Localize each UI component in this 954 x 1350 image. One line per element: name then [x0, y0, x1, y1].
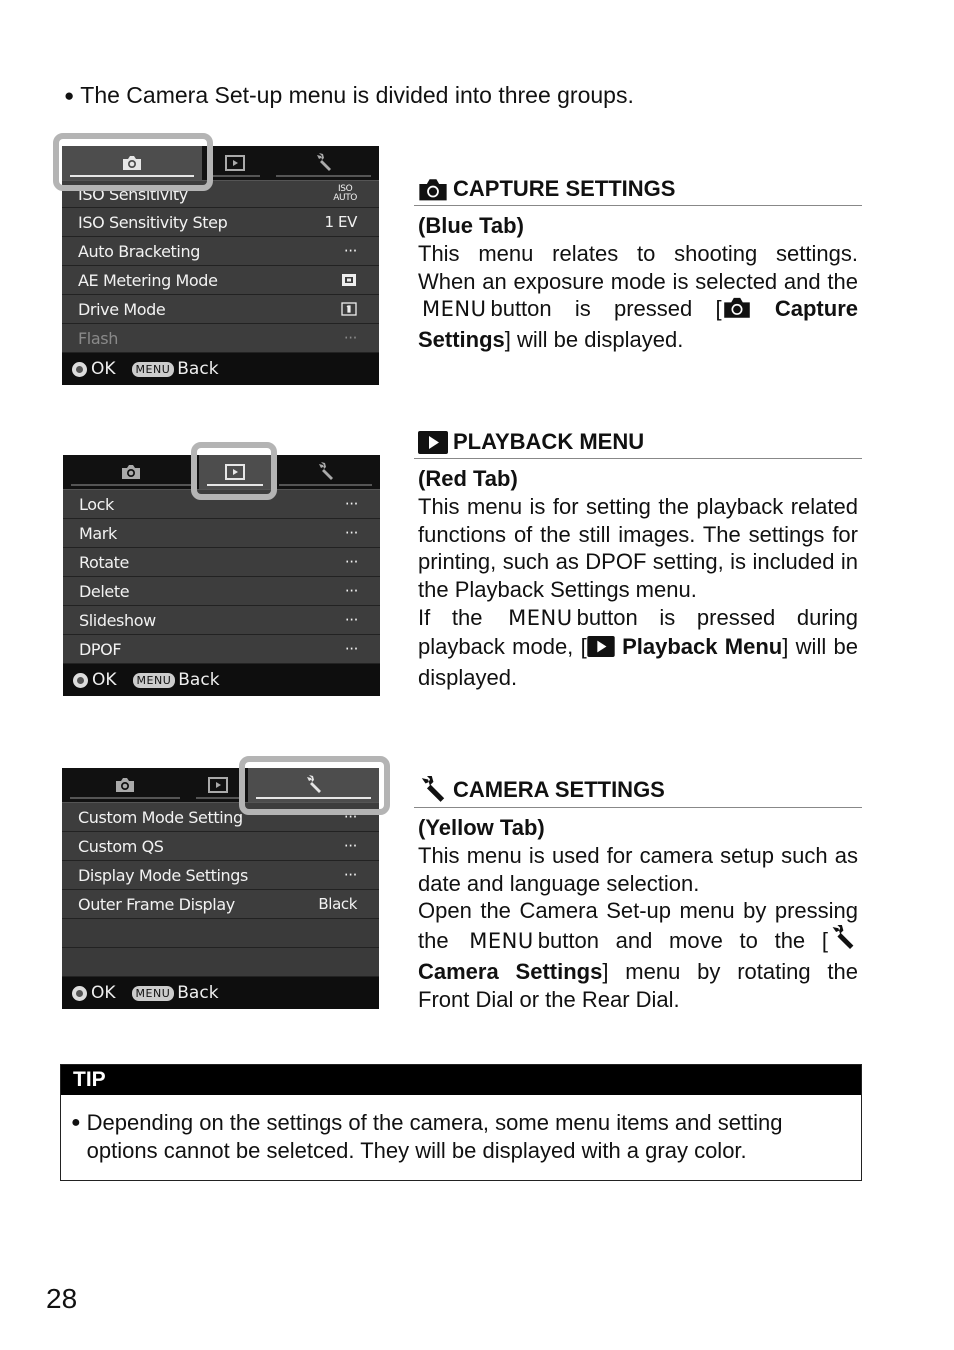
- menu-button-label: MENU: [422, 297, 487, 322]
- row-label: DPOF: [79, 639, 122, 659]
- body-text: button and move to the [: [537, 928, 828, 954]
- menu-row[interactable]: [62, 237, 379, 266]
- tab-highlight: [53, 133, 213, 191]
- back-label: Back: [178, 670, 220, 690]
- body-text: If the: [418, 604, 483, 630]
- back-label: Back: [177, 359, 219, 379]
- playback-icon: [418, 431, 448, 454]
- ok-label: OK: [92, 670, 117, 690]
- playback-menu-body: [418, 465, 858, 691]
- tip-box: [60, 1064, 862, 1181]
- bold-term: Playback Menu: [622, 633, 783, 659]
- intro-line: ● The Camera Set-up menu is divided into three groups.: [64, 82, 634, 108]
- row-label: Outer Frame Display: [78, 894, 235, 914]
- row-label: Custom Mode Setting: [78, 807, 243, 827]
- row-value: ···: [343, 242, 357, 260]
- body-text: ] menu by rotating the Front Dial or the Rear Dial.: [418, 958, 858, 1012]
- row-value: ···: [344, 611, 358, 629]
- wrench-icon: [418, 776, 448, 804]
- tab-highlight: [239, 756, 390, 815]
- playback-icon: [225, 155, 245, 171]
- tip-content: ● Depending on the settings of the camera, some menu items and setting options cannot be seletced. They will be displayed with a gray color.: [61, 1095, 861, 1165]
- menu-row[interactable]: [63, 577, 380, 606]
- row-label: ISO Sensitivity Step: [78, 212, 228, 232]
- row-value: ···: [343, 808, 357, 826]
- row-label: Display Mode Settings: [78, 865, 248, 885]
- row-value: ···: [343, 837, 357, 855]
- row-label: AE Metering Mode: [78, 270, 218, 290]
- tip-title: TIP: [61, 1065, 861, 1095]
- lcd-footer: [63, 664, 380, 696]
- tab-color-label: (Red Tab): [418, 466, 518, 491]
- capture-settings-heading: [414, 176, 862, 206]
- row-value: ···: [344, 553, 358, 571]
- wrench-icon: [314, 153, 334, 173]
- tab-camera-settings[interactable]: [271, 455, 380, 489]
- single-frame-icon: [341, 302, 357, 316]
- row-label: Auto Bracketing: [78, 241, 200, 261]
- menu-button-icon: MENU: [132, 362, 175, 377]
- menu-row[interactable]: [62, 890, 379, 919]
- camera-settings-body: [418, 814, 858, 1014]
- intro-text: The Camera Set-up menu is divided into three groups.: [80, 82, 634, 108]
- ok-label: OK: [91, 983, 116, 1003]
- tab-highlight: [191, 442, 277, 500]
- menu-row[interactable]: [62, 266, 379, 295]
- ok-button-icon: [72, 362, 87, 377]
- menu-button-label: MENU: [508, 605, 573, 630]
- row-label: Lock: [79, 494, 114, 514]
- metering-icon: [341, 273, 357, 287]
- lcd-footer: [62, 353, 379, 385]
- tab-camera-settings[interactable]: [268, 146, 379, 180]
- row-label: Custom QS: [78, 836, 164, 856]
- section-title: PLAYBACK MENU: [453, 429, 645, 454]
- menu-button-icon: MENU: [133, 673, 176, 688]
- row-label: Delete: [79, 581, 130, 601]
- playback-icon: [208, 777, 228, 793]
- tab-capture[interactable]: [63, 455, 199, 489]
- row-label: ISO Sensitivity: [78, 184, 188, 204]
- section-title: CAPTURE SETTINGS: [453, 176, 676, 201]
- ok-label: OK: [91, 359, 116, 379]
- body-text: This menu relates to shooting settings. When an exposure mode is selected and the: [418, 240, 858, 294]
- playback-menu-heading: [414, 429, 862, 459]
- menu-row-disabled: [62, 324, 379, 353]
- menu-button-icon: MENU: [132, 986, 175, 1001]
- menu-row[interactable]: [62, 832, 379, 861]
- tab-color-label: (Yellow Tab): [418, 815, 545, 840]
- camera-icon: [114, 776, 136, 794]
- tab-capture[interactable]: [62, 768, 188, 802]
- ok-button-icon: [73, 673, 88, 688]
- menu-row[interactable]: [63, 606, 380, 635]
- body-text: This menu is for setting the playback related functions of the still images. The settings for printing, such as DPOF setting, is included in the Playback Settings menu.: [418, 493, 858, 603]
- page-number: 28: [46, 1283, 78, 1314]
- body-text: ] will be displayed.: [418, 633, 859, 690]
- menu-row[interactable]: [63, 548, 380, 577]
- body-text: This menu is used for camera setup such as date and language selection.: [418, 842, 858, 896]
- bold-term: Capture Settings: [418, 296, 858, 353]
- playback-icon: [587, 636, 615, 657]
- tip-text: Depending on the settings of the camera, some menu items and setting options cannot be seletced. They will be displayed with a gray color.: [86, 1110, 783, 1163]
- row-label: Rotate: [79, 552, 129, 572]
- row-label: Mark: [79, 523, 117, 543]
- bold-term: Camera Settings: [418, 958, 603, 984]
- menu-row[interactable]: [63, 635, 380, 664]
- row-value: ···: [344, 582, 358, 600]
- body-text: button is pressed during playback mode, [: [418, 604, 858, 659]
- camera-icon: [722, 296, 752, 319]
- wrench-icon: [316, 462, 336, 482]
- row-value: Black: [318, 895, 357, 913]
- menu-button-label: MENU: [469, 929, 534, 954]
- row-label: Slideshow: [79, 610, 156, 630]
- body-text: Open the Camera Set-up menu by pressing the: [418, 898, 858, 954]
- row-label: Flash: [78, 328, 118, 348]
- camera-settings-heading: [414, 776, 862, 808]
- iso-auto-value: ISO AUTO: [333, 184, 357, 203]
- ok-button-icon: [72, 986, 87, 1001]
- menu-row-empty: [62, 919, 379, 948]
- row-value: 1 EV: [324, 213, 357, 231]
- body-text: button is pressed [: [490, 296, 722, 322]
- camera-icon: [418, 177, 448, 202]
- row-value: ···: [344, 524, 358, 542]
- menu-row[interactable]: [62, 208, 379, 237]
- back-label: Back: [177, 983, 219, 1003]
- wrench-icon: [828, 925, 858, 951]
- section-title: CAMERA SETTINGS: [453, 777, 665, 802]
- body-text: ] will be displayed.: [504, 327, 684, 353]
- lcd-footer: [62, 977, 379, 1009]
- menu-row-empty: [62, 948, 379, 977]
- row-value: ···: [344, 640, 358, 658]
- capture-settings-body: [418, 212, 858, 354]
- menu-row[interactable]: [62, 861, 379, 890]
- row-label: Drive Mode: [78, 299, 166, 319]
- camera-icon: [120, 463, 142, 481]
- menu-row[interactable]: [63, 519, 380, 548]
- row-value: ···: [344, 495, 358, 513]
- tab-color-label: (Blue Tab): [418, 213, 524, 238]
- menu-row[interactable]: [62, 295, 379, 324]
- row-value: ···: [343, 866, 357, 884]
- row-value: ···: [343, 329, 357, 347]
